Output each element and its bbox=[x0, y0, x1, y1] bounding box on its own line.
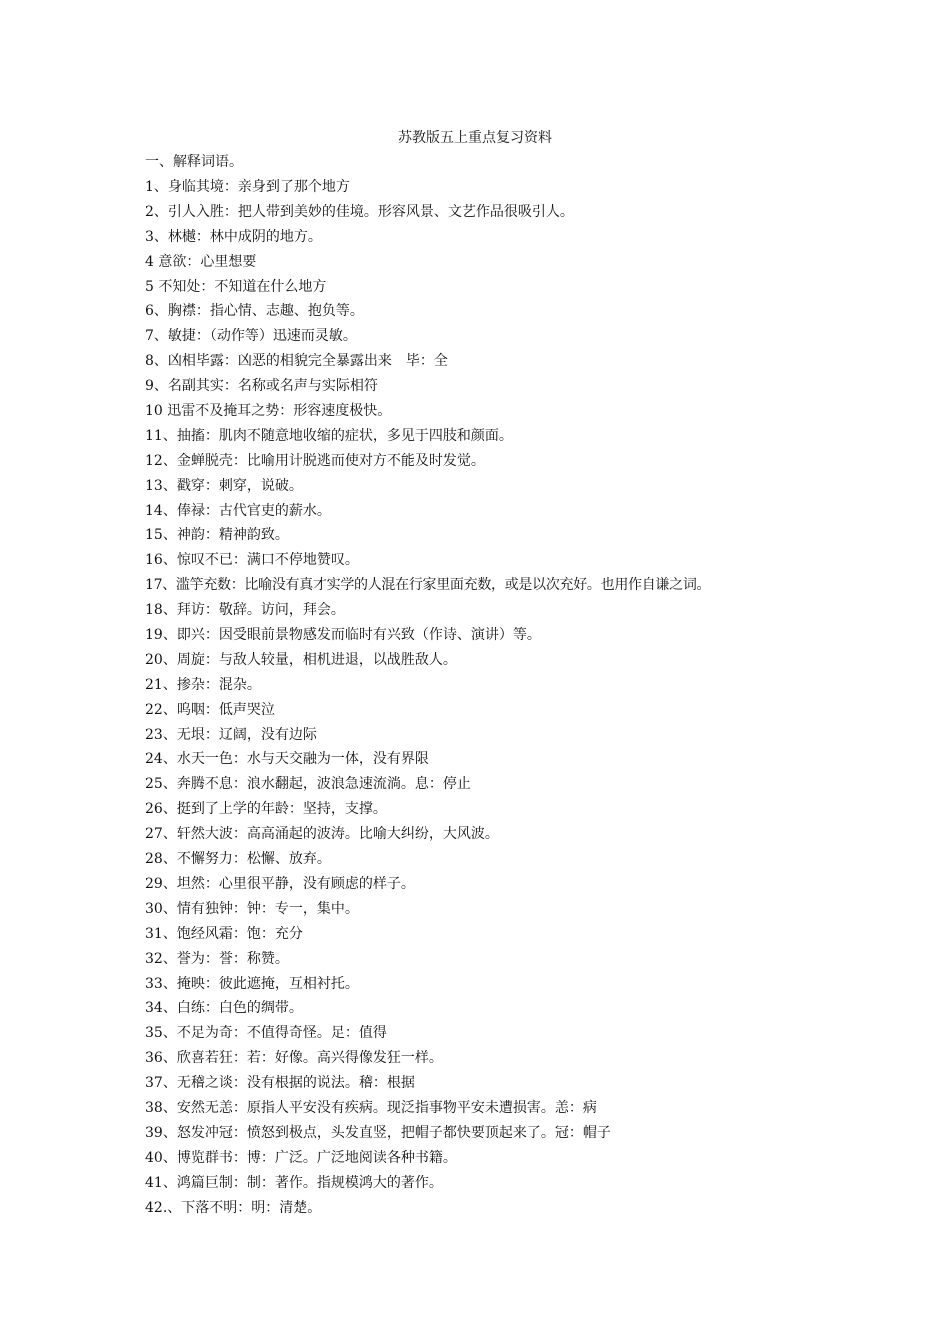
vocabulary-item: 15、神韵：精神韵致。 bbox=[145, 527, 289, 544]
vocabulary-item: 13、戳穿：刺穿，说破。 bbox=[145, 477, 303, 494]
vocabulary-item: 42.、下落不明：明：清楚。 bbox=[145, 1199, 322, 1216]
vocabulary-item: 35、不足为奇：不值得奇怪。足：值得 bbox=[145, 1025, 387, 1042]
vocabulary-item: 19、即兴：因受眼前景物感发而临时有兴致（作诗、演讲）等。 bbox=[145, 627, 541, 644]
vocabulary-item: 37、无稽之谈：没有根据的说法。稽：根据 bbox=[145, 1075, 415, 1092]
vocabulary-item: 24、水天一色：水与天交融为一体，没有界限 bbox=[145, 751, 429, 768]
vocabulary-item: 2、引人入胜：把人带到美妙的佳境。形容风景、文艺作品很吸引人。 bbox=[145, 203, 574, 220]
vocabulary-item: 9、名副其实：名称或名声与实际相符 bbox=[145, 378, 378, 395]
vocabulary-item: 14、俸禄：古代官吏的薪水。 bbox=[145, 502, 331, 519]
vocabulary-item: 20、周旋：与敌人较量，相机进退，以战胜敌人。 bbox=[145, 651, 457, 668]
vocabulary-item: 12、金蝉脱壳：比喻用计脱逃而使对方不能及时发觉。 bbox=[145, 452, 485, 469]
vocabulary-item: 36、欣喜若狂：若：好像。高兴得像发狂一样。 bbox=[145, 1050, 443, 1067]
vocabulary-item: 17、滥竽充数：比喻没有真才实学的人混在行家里面充数，或是以次充好。也用作自谦之词。 bbox=[145, 577, 711, 594]
vocabulary-item: 1、身临其境：亲身到了那个地方 bbox=[145, 179, 350, 195]
vocabulary-item: 29、坦然：心里很平静，没有顾虑的样子。 bbox=[145, 875, 415, 892]
vocabulary-item: 5 不知处：不知道在什么地方 bbox=[145, 278, 327, 295]
vocabulary-item: 30、情有独钟：钟：专一，集中。 bbox=[145, 900, 359, 917]
vocabulary-item: 7、敏捷：（动作等）迅速而灵敏。 bbox=[145, 328, 357, 345]
vocabulary-item: 11、抽搐：肌肉不随意地收缩的症状，多见于四肢和颜面。 bbox=[145, 427, 513, 444]
vocabulary-item: 10 迅雷不及掩耳之势：形容速度极快。 bbox=[145, 403, 392, 420]
vocabulary-item: 39、怒发冲冠：愤怒到极点，头发直竖，把帽子都快要顶起来了。冠：帽子 bbox=[145, 1124, 611, 1141]
vocabulary-item: 28、不懈努力：松懈、放弃。 bbox=[145, 851, 331, 868]
vocabulary-item: 33、掩映：彼此遮掩，互相衬托。 bbox=[145, 975, 359, 992]
vocabulary-item: 23、无垠：辽阔，没有边际 bbox=[145, 726, 317, 743]
vocabulary-item: 18、拜访：敬辞。访问，拜会。 bbox=[145, 602, 345, 619]
vocabulary-item: 6、胸襟：指心情、志趣、抱负等。 bbox=[145, 303, 364, 320]
vocabulary-item: 27、轩然大波：高高涌起的波涛。比喻大纠纷，大风波。 bbox=[145, 826, 499, 843]
document-title: 苏教版五上重点复习资料 bbox=[398, 130, 552, 146]
vocabulary-item: 41、鸿篇巨制：制：著作。指规模鸿大的著作。 bbox=[145, 1174, 443, 1191]
vocabulary-item: 8、凶相毕露：凶恶的相貌完全暴露出来 毕：全 bbox=[145, 353, 448, 370]
vocabulary-item: 4 意欲：心里想要 bbox=[145, 253, 257, 270]
vocabulary-list bbox=[145, 177, 925, 1222]
vocabulary-item: 16、惊叹不已：满口不停地赞叹。 bbox=[145, 552, 359, 569]
vocabulary-item: 21、掺杂：混杂。 bbox=[145, 676, 261, 693]
vocabulary-item: 38、安然无恙：原指人平安没有疾病。现泛指事物平安未遭损害。恙：病 bbox=[145, 1099, 597, 1116]
vocabulary-item: 22、呜咽：低声哭泣 bbox=[145, 701, 275, 718]
vocabulary-item: 40、博览群书：博：广泛。广泛地阅读各种书籍。 bbox=[145, 1149, 457, 1166]
vocabulary-item: 25、奔腾不息：浪水翻起，波浪急速流淌。息：停止 bbox=[145, 776, 471, 793]
vocabulary-item: 32、誉为：誉：称赞。 bbox=[145, 950, 289, 967]
vocabulary-item: 26、挺到了上学的年龄：坚持，支撑。 bbox=[145, 801, 387, 818]
section-heading: 一、解释词语。 bbox=[145, 154, 243, 170]
vocabulary-item: 34、白练：白色的绸带。 bbox=[145, 1000, 303, 1017]
vocabulary-item: 3、林樾：林中成阴的地方。 bbox=[145, 228, 322, 245]
vocabulary-item: 31、饱经风霜：饱：充分 bbox=[145, 925, 303, 942]
